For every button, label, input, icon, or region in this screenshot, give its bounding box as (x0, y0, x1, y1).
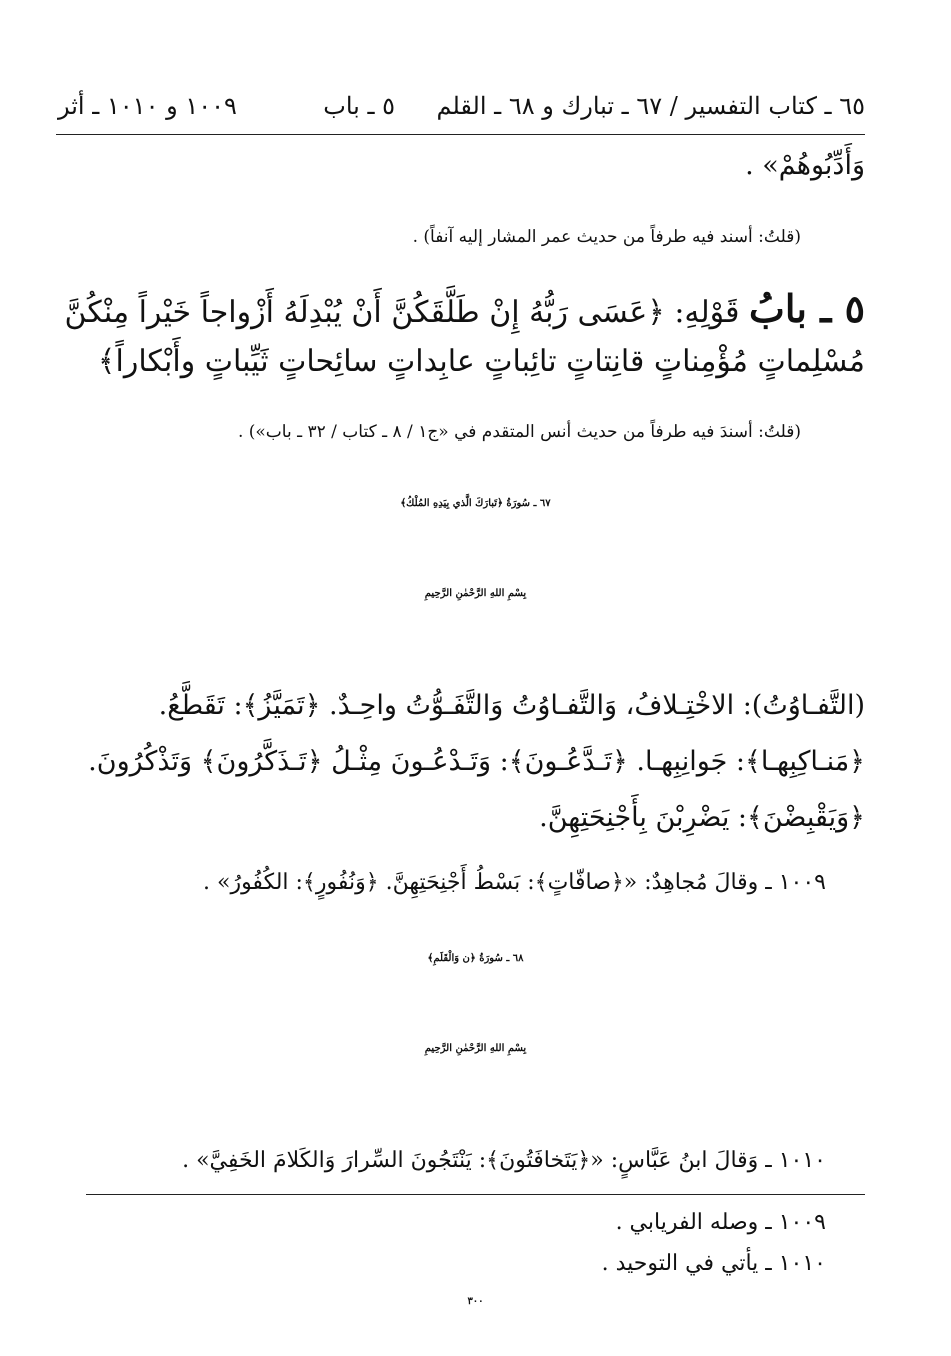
bab-line-1 (65, 286, 866, 331)
surah-67-line-1: (التَّفـاوُتُ): الاخْتِـلافُ، وَالتَّفـاوُتُ وَالتَّفَـوُّتُ واحِـدٌ. ﴿تَمَيَّزُ﴾: تَقَطَّعُ. (158, 690, 865, 721)
bab-number: ٥ ـ بابُ (749, 286, 865, 331)
surah-67-basmala: بِسْمِ اللهِ الرَّحْمٰنِ الرَّحِيمِ (424, 588, 527, 599)
bab-line-2: مُسْلِماتٍ مُؤْمِناتٍ قانِتاتٍ تائِباتٍ عابِداتٍ سائِحاتٍ ثَيِّباتٍ وأَبْكاراً﴾ (97, 344, 865, 379)
running-header (58, 92, 865, 128)
footnote-1009: ١٠٠٩ ـ وصله الفريابي . (615, 1210, 826, 1235)
header-rule (56, 134, 865, 135)
surah-67-line-3: ﴿وَيَقْبِضْنَ﴾: يَضْرِبْنَ بِأَجْنِحَتِهِنَّ. (539, 802, 865, 833)
surah-68-title: ٦٨ ـ سُورَةُ ﴿ن وَالْقَلَمِ﴾ (427, 953, 524, 964)
hadith-1009: ١٠٠٩ ـ وقالَ مُجاهِدٌ: «﴿صافّاتٍ﴾: بَسْطُ أَجْنِحَتِهِنَّ. ﴿وَنُفُورٍ﴾: الكُفُورُ» . (203, 870, 826, 895)
note-2: (قلتُ: أسندَ فيه طرفاً من حديث أنس المتقدم في «ج١ / ٨ ـ كتاب / ٣٢ ـ باب») . (237, 422, 801, 442)
header-athar: ١٠٠٩ و ١٠١٠ ـ أثر (58, 92, 237, 120)
surah-67-line-2: ﴿مَنـاكِبِهـا﴾: جَوانِبِهـا. ﴿تَـدَّعُـونَ﴾: وَتَـدْعُـونَ مِثْـلُ ﴿تَـذَكَّرُونَ﴾ وَتَذْكُرُونَ. (88, 746, 865, 777)
header-section: ٥ ـ باب (323, 92, 395, 120)
header-chapter: ٦٥ ـ كتاب التفسير / ٦٧ ـ تبارك و ٦٨ ـ القلم (436, 92, 865, 120)
footnote-1010: ١٠١٠ ـ يأتي في التوحيد . (601, 1251, 826, 1276)
hadith-1010: ١٠١٠ ـ وَقالَ ابنُ عَبَّاسٍ: «﴿يَتَخافَتُونَ﴾: يَنْتَجُونَ السِّرارَ وَالكَلامَ الخَفِيَّ» . (182, 1148, 826, 1173)
note-1: (قلتُ: أسند فيه طرفاً من حديث عمر المشار إليه آنفاً) . (412, 227, 801, 247)
bab-text-1: قَوْلِهِ: ﴿عَسَى رَبُّهُ إِنْ طَلَّقَكُنَّ أَنْ يُبْدِلَهُ أَزْواجاً خَيْراً مِنْكُنَّ (64, 295, 740, 330)
surah-67-title: ٦٧ ـ سُورَةُ ﴿تَبارَكَ الَّذي بِيَدِهِ المُلْكُ﴾ (400, 498, 551, 509)
surah-68-basmala: بِسْمِ اللهِ الرَّحْمٰنِ الرَّحِيمِ (424, 1043, 527, 1054)
intro-line: وَأَدِّبُوهُمْ» . (745, 150, 865, 181)
page-number: ٣٠٠ (467, 1296, 484, 1307)
footnote-rule (86, 1194, 865, 1195)
